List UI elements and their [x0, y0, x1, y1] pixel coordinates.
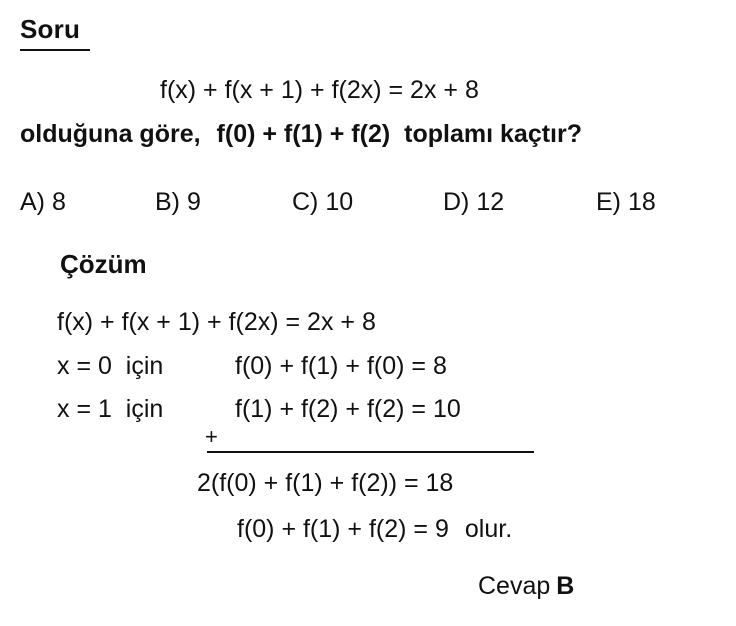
option-d[interactable]: D) 12	[443, 188, 505, 216]
cozum-heading: Çözüm	[60, 249, 147, 279]
option-b[interactable]: B) 9	[155, 188, 201, 216]
plus-sign: +	[205, 424, 218, 449]
step-x1: f(1) + f(2) + f(2) = 10	[235, 395, 461, 423]
result-suffix: olur.	[464, 515, 513, 543]
question-expression: f(0) + f(1) + f(2)	[216, 120, 391, 148]
solution-equation: f(x) + f(x + 1) + f(2x) = 2x + 8	[57, 308, 376, 336]
result-expression: f(0) + f(1) + f(2) = 9	[237, 515, 449, 543]
sum-divider	[207, 451, 534, 453]
soru-heading: Soru	[20, 14, 81, 44]
answer-line	[478, 572, 574, 601]
question-text	[20, 120, 582, 149]
sum-equation: 2(f(0) + f(1) + f(2)) = 18	[197, 469, 454, 497]
option-a[interactable]: A) 8	[20, 188, 66, 216]
question-prefix: olduğuna göre,	[20, 120, 201, 148]
soru-underline	[20, 49, 90, 51]
condition-x0: x = 0 için	[57, 352, 164, 380]
answer-letter: B	[556, 572, 575, 600]
condition-x1: x = 1 için	[57, 395, 164, 423]
step-x0: f(0) + f(1) + f(0) = 8	[235, 352, 447, 380]
question-suffix: toplamı kaçtır?	[404, 120, 582, 148]
question-equation: f(x) + f(x + 1) + f(2x) = 2x + 8	[160, 76, 479, 104]
result-line	[237, 515, 512, 544]
option-e[interactable]: E) 18	[596, 188, 656, 216]
option-c[interactable]: C) 10	[292, 188, 354, 216]
answer-prefix: Cevap	[478, 572, 551, 600]
